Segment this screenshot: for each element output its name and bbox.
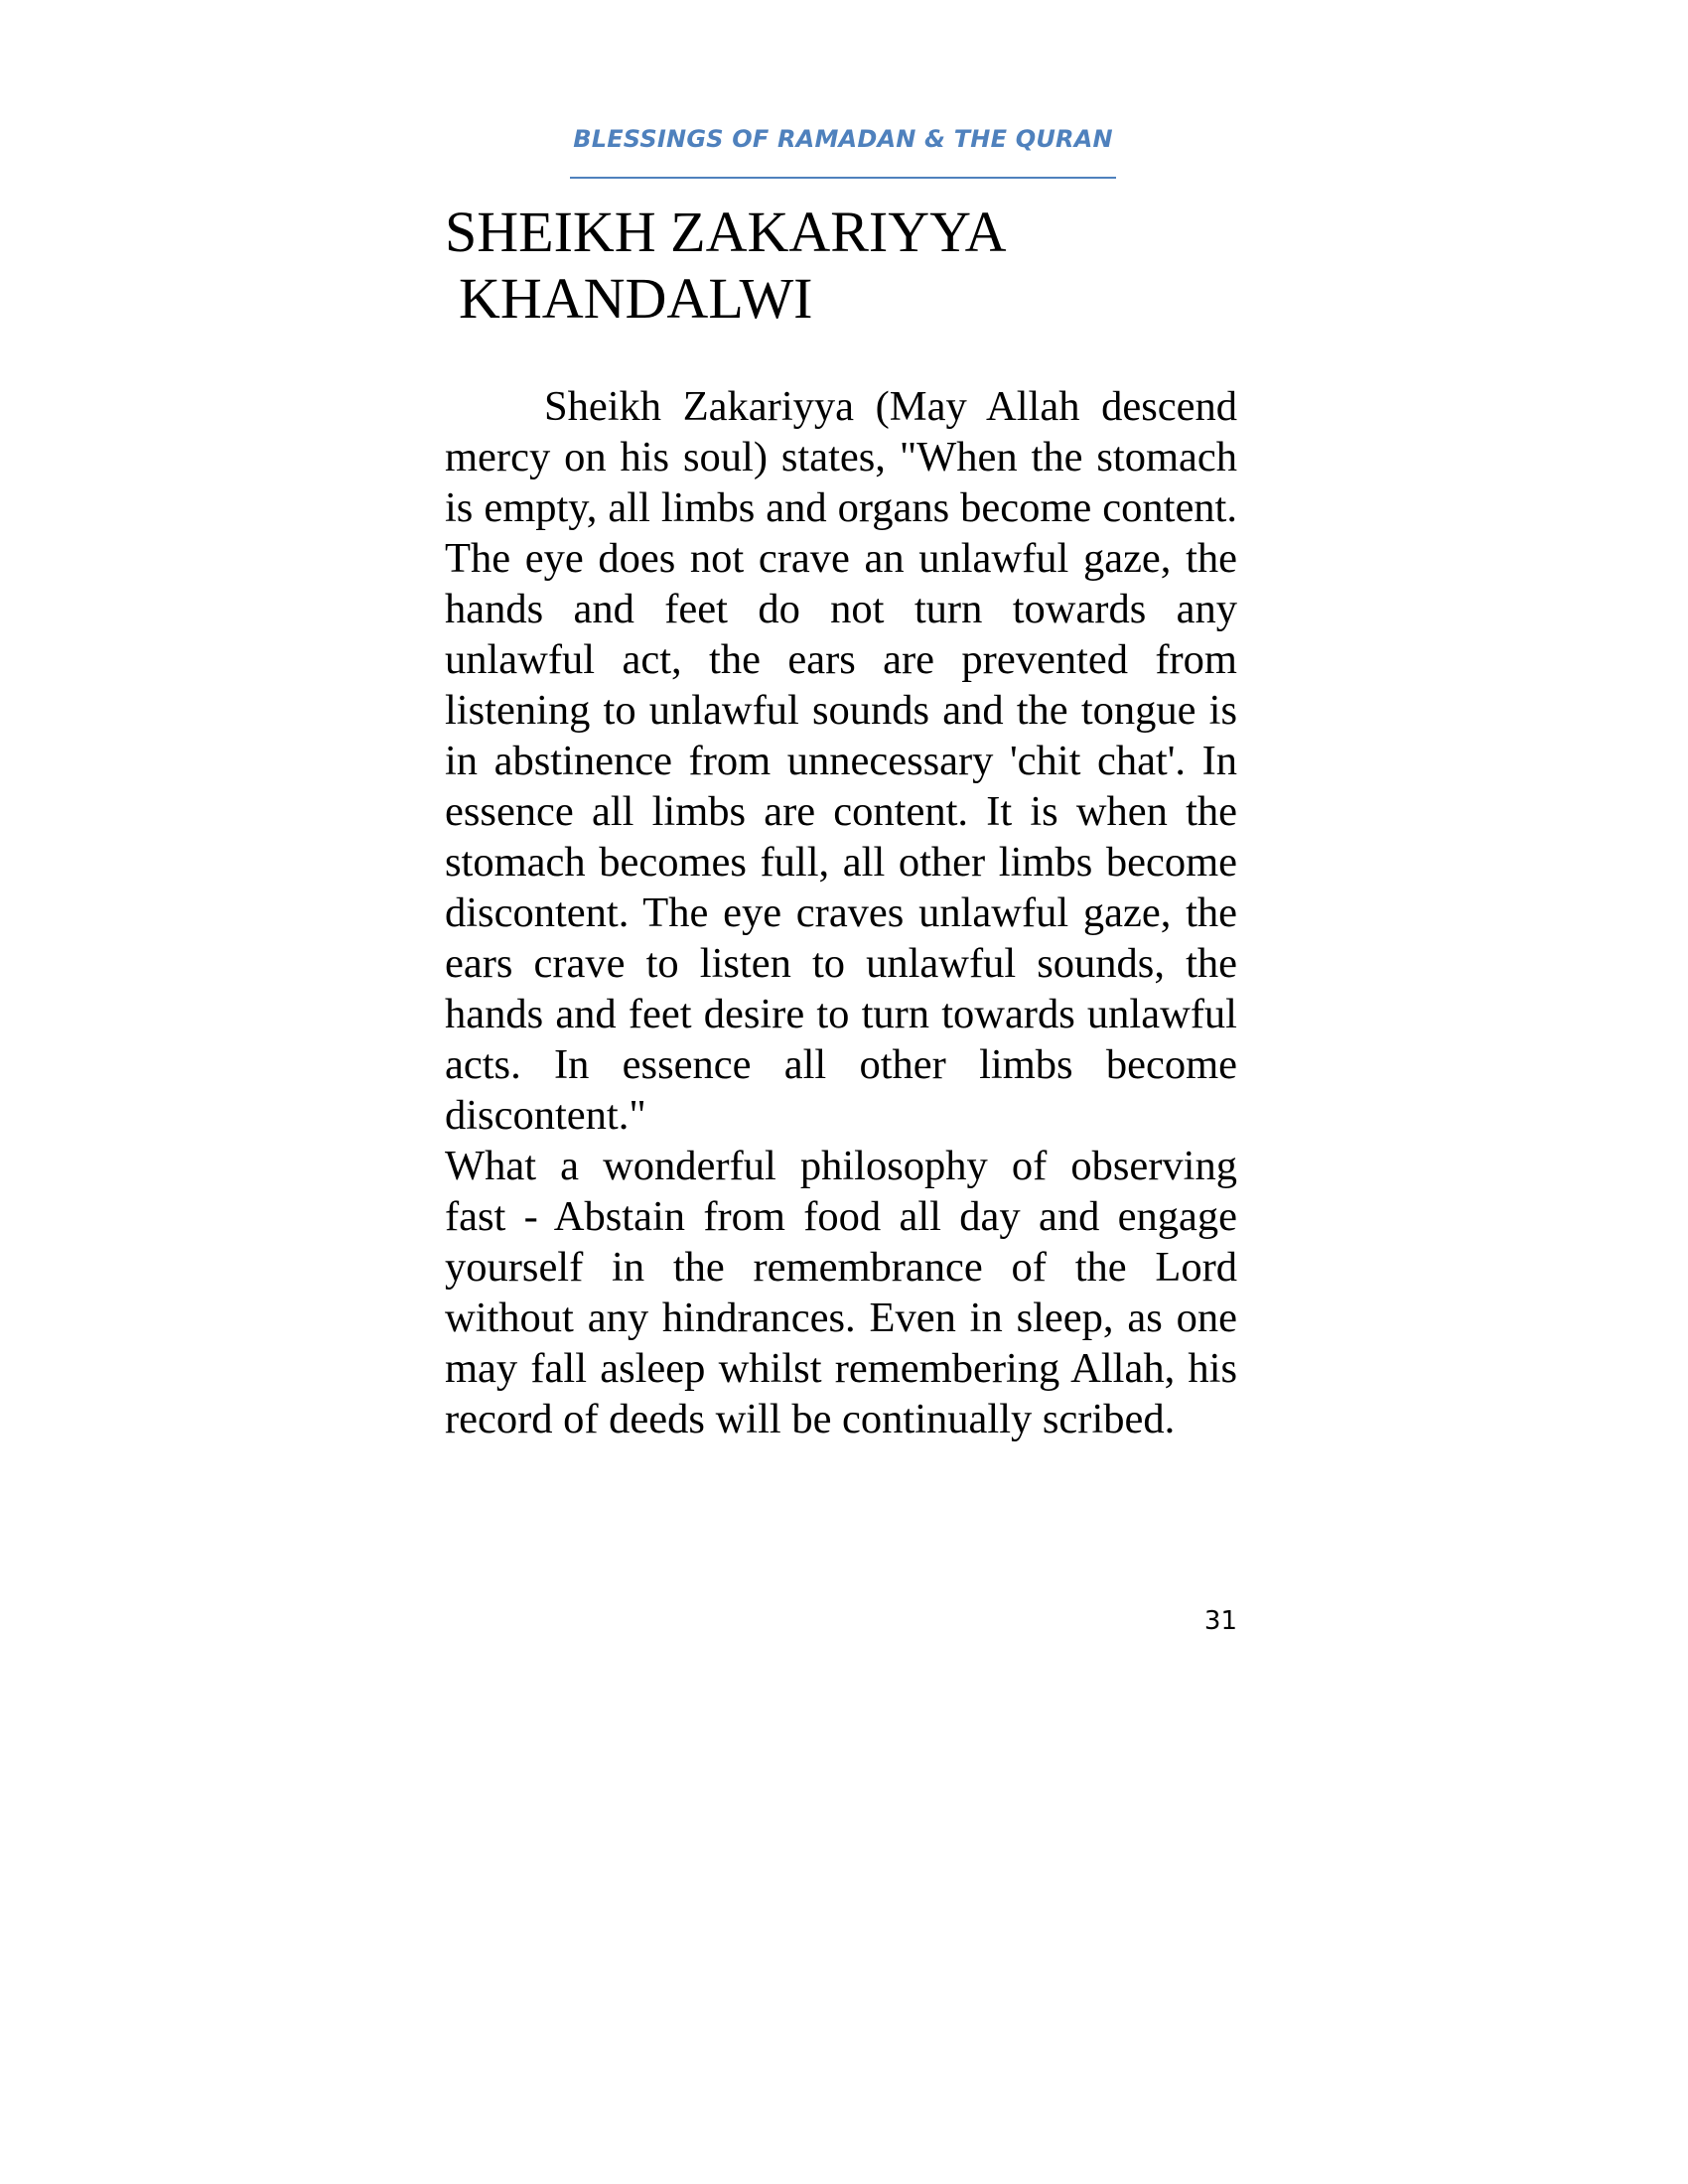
body-paragraph-1: Sheikh Zakariyya (May Allah descend mercy on his soul) states, "When the stomach is empty, all limbs and organs become content. The eye does not crave an unlawful gaze, the hands and feet do not turn towards any unlawful act, the ears are prevented from listening to unlawful sounds and the tongue is in abstinence from unnecessary 'chit chat'. In essence all limbs are content. It is when the stomach becomes full, all other limbs become discontent. The eye craves unlawful gaze, the ears crave to listen to unlawful sounds, the hands and feet desire to turn towards unlawful acts. In essence all other limbs become discontent." xyxy=(445,383,1237,1139)
body-text xyxy=(445,381,1237,1444)
page-number: 31 xyxy=(1203,1606,1237,1636)
running-header: BLESSINGS OF RAMADAN & THE QURAN xyxy=(573,125,1113,153)
body-paragraph-2: What a wonderful philosophy of observing fast - Abstain from food all day and engage yourself in the remembrance of the Lord without any hindrances. Even in sleep, as one may fall asleep whilst remembering Allah, his record of deeds will be continually scribed. xyxy=(445,1143,1237,1442)
chapter-title-line2: KHANDALWI xyxy=(459,266,813,331)
header-rule xyxy=(570,177,1116,179)
chapter-title xyxy=(445,199,1140,332)
chapter-title-line1: SHEIKH ZAKARIYYA xyxy=(445,200,1007,264)
